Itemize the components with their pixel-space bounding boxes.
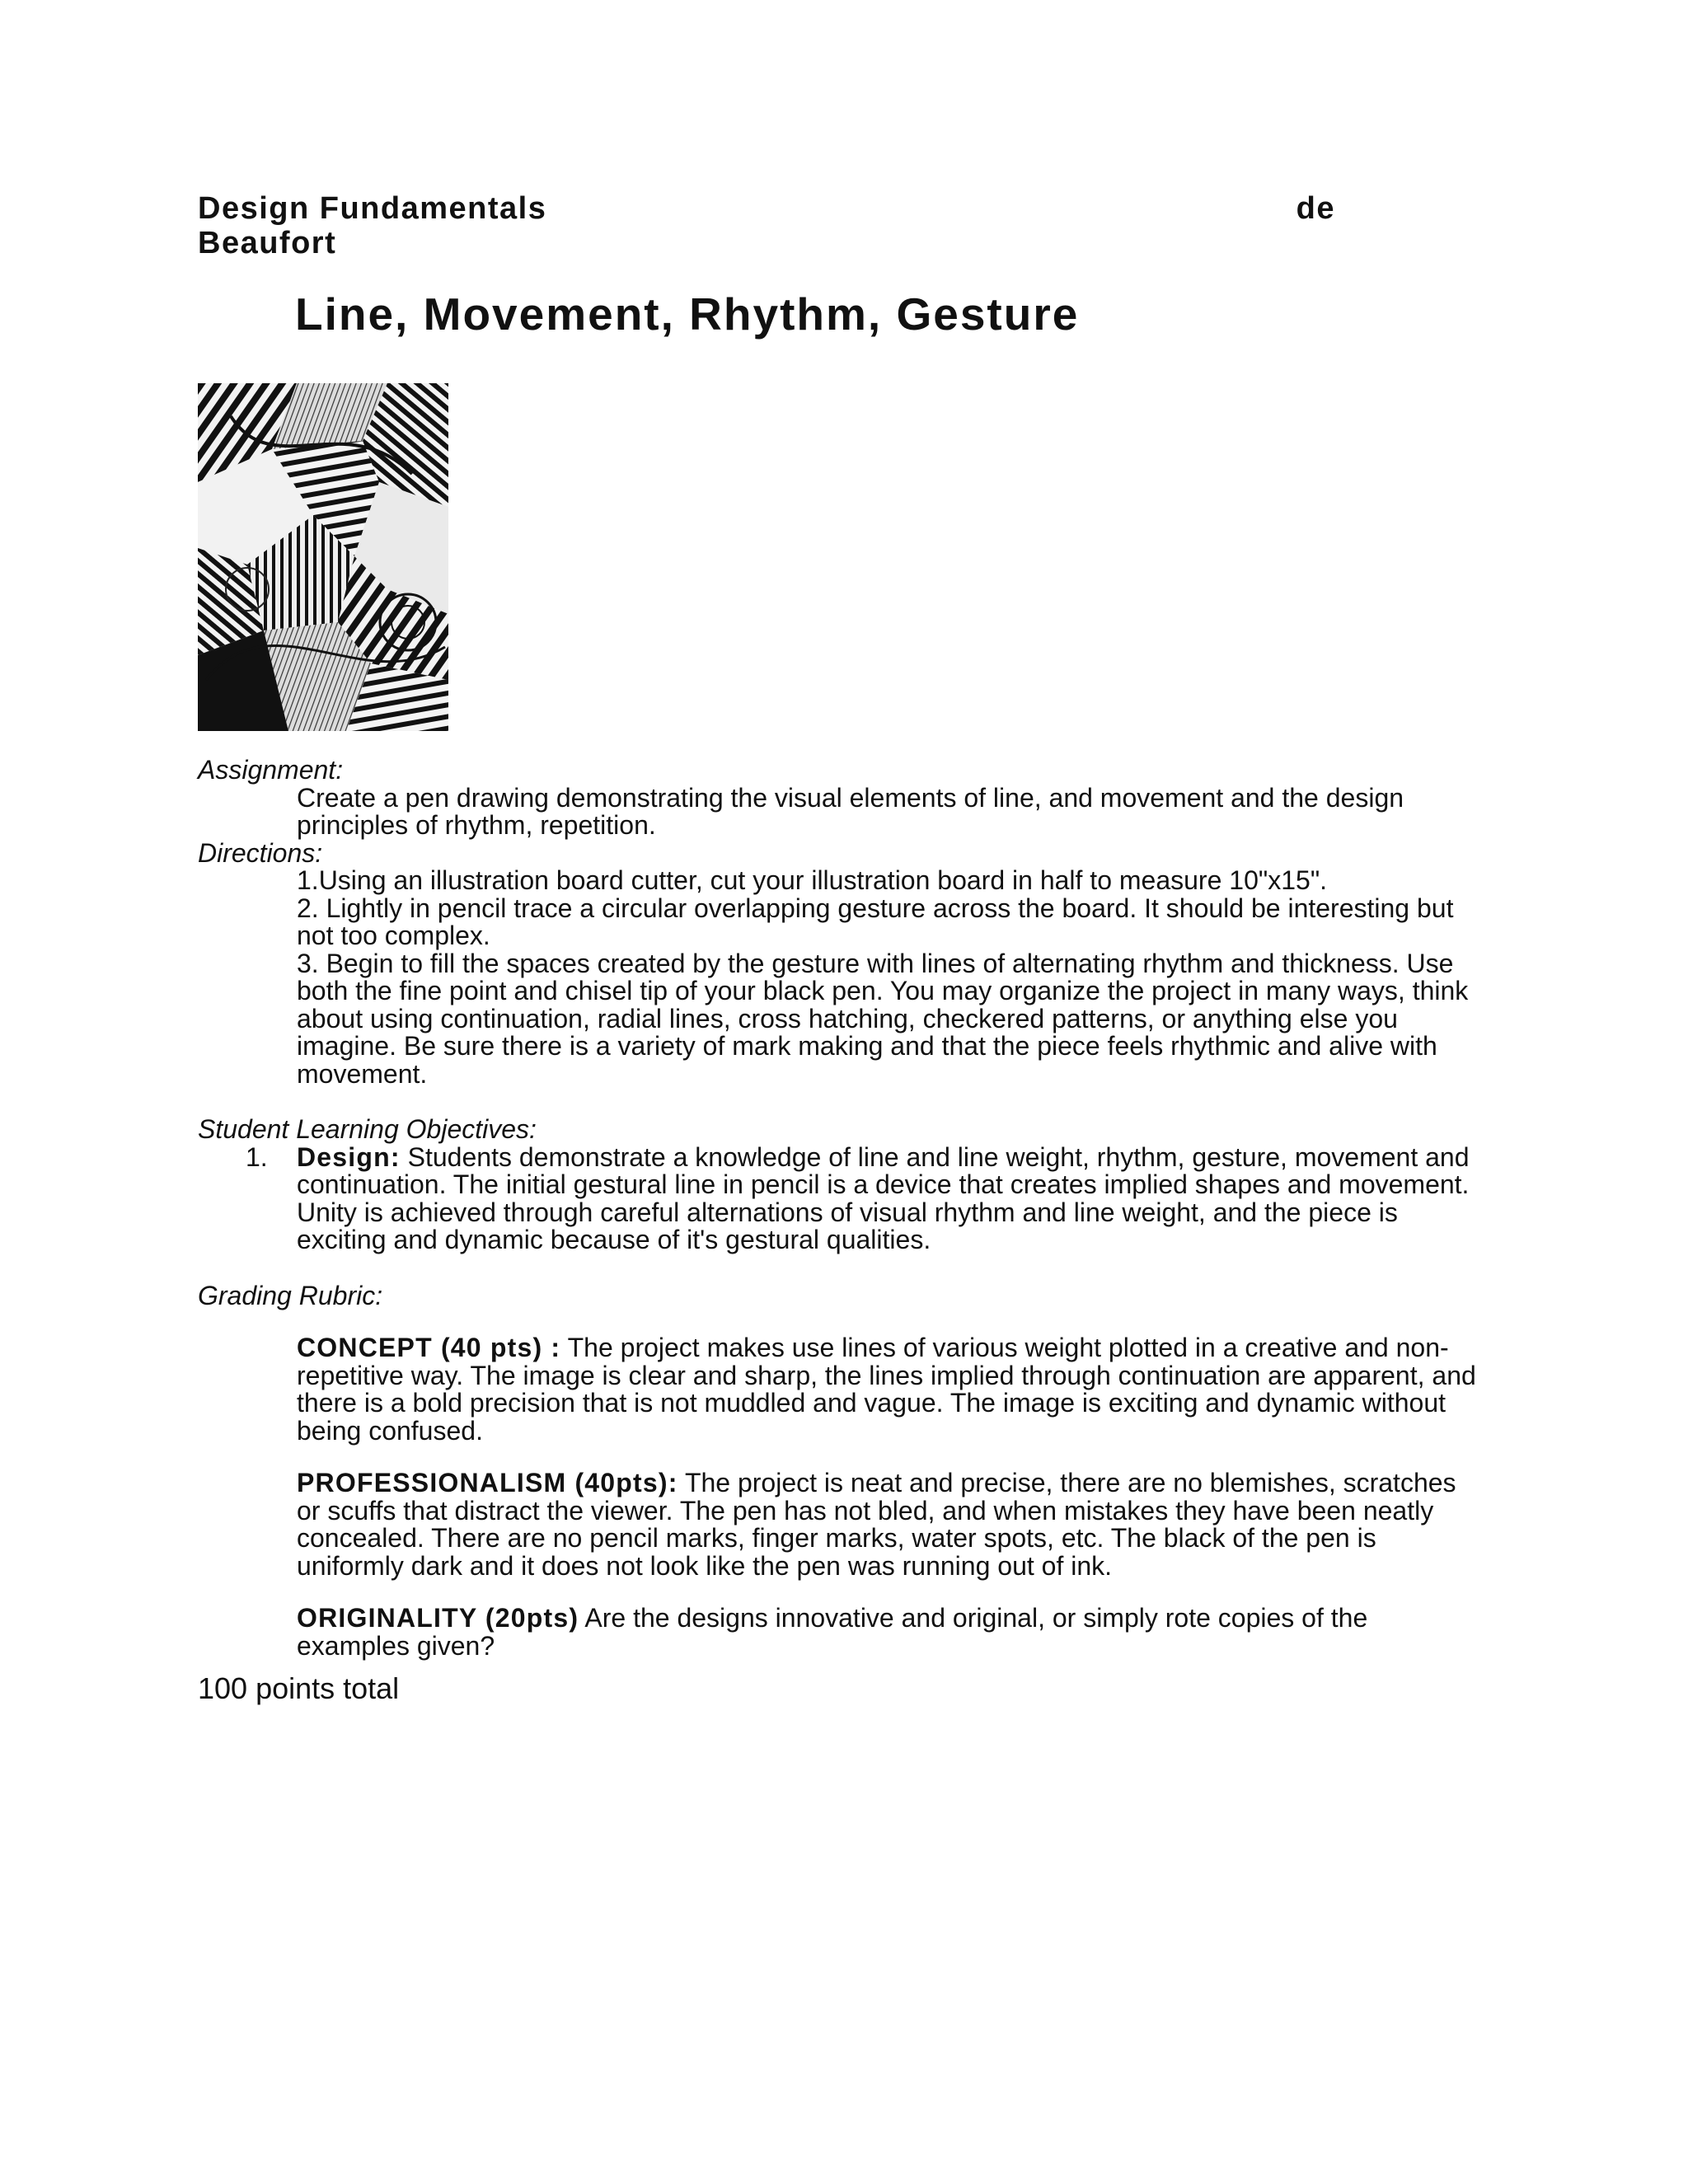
- rubric-text: The project makes use lines of various weight plotted in a creative and non-repetitive way. The image is clear and sharp, the lines implied through continuation are apparent, and there is a bold precision that is not muddled and vague. The image is exciting and dynamic without being confused.: [297, 1333, 1476, 1446]
- spacer: [198, 1445, 1484, 1469]
- points-total: 100 points total: [198, 1671, 400, 1705]
- objective-number: 1.: [246, 1141, 268, 1172]
- rubric-item-concept: [198, 1334, 1484, 1445]
- objectives-label: Student Learning Objectives:: [198, 1114, 537, 1144]
- objective-text-block: [297, 1141, 1484, 1254]
- objective-term: Design:: [297, 1141, 401, 1172]
- rubric-item-professionalism: [198, 1469, 1484, 1580]
- spacer: [198, 1088, 1484, 1116]
- rubric-label: Grading Rubric:: [198, 1280, 383, 1310]
- objective-number-cell: [198, 1141, 297, 1254]
- spacer: [198, 1310, 1484, 1334]
- instructor-prefix: de: [1296, 191, 1335, 226]
- artwork-image: [198, 383, 448, 731]
- assignment-text: Create a pen drawing demonstrating the visual elements of line, and movement and the design principles of rhythm, repetition.: [297, 782, 1404, 840]
- rubric-text: Are the designs innovative and original, or simply rote copies of the examples given?: [297, 1603, 1368, 1661]
- instructor-name: Beaufort: [198, 226, 337, 260]
- rubric-term: CONCEPT (40 pts) :: [297, 1333, 561, 1362]
- assignment-label: Assignment:: [198, 755, 344, 785]
- spacer: [198, 1254, 1484, 1282]
- artwork-pattern-icon: [198, 383, 448, 731]
- course-name: Design Fundamentals: [198, 191, 547, 226]
- rubric-term: ORIGINALITY (20pts): [297, 1603, 579, 1633]
- objective-text: Students demonstrate a knowledge of line and line weight, rhythm, gesture, movement and continuation. The initial gestural line in pencil is a device that creates implied shapes and movement. Unity is achieved through careful alternations of visual rhythm and line weight, and the piece is exciting and dynamic because of it's gestural qualities.: [297, 1141, 1470, 1254]
- directions-step: 1.Using an illustration board cutter, cut your illustration board in half to measure 10"x15".: [297, 865, 1328, 895]
- header-line: [198, 191, 1335, 226]
- spacer: [198, 1580, 1484, 1605]
- objective-item: [198, 1141, 1484, 1254]
- page-title: Line, Movement, Rhythm, Gesture: [295, 288, 1080, 340]
- rubric-item-originality: [198, 1605, 1484, 1660]
- document-header: [198, 191, 1335, 260]
- directions-step: 3. Begin to fill the spaces created by the gesture with lines of alternating rhythm and thickness. Use both the fine point and chisel tip of your black pen. You may organize the project in many ways, think about using continuation, radial lines, cross hatching, checkered patterns, or anything else you imagine. Be sure there is a variety of mark making and that the piece feels rhythmic and alive with movement.: [297, 948, 1469, 1089]
- rubric-text: The project is neat and precise, there are no blemishes, scratches or scuffs that distract the viewer. The pen has not bled, and when mistakes they have been neatly concealed. There are no pencil marks, finger marks, water spots, etc. The black of the pen is uniformly dark and it does not look like the pen was running out of ink.: [297, 1468, 1456, 1581]
- directions-step: 2. Lightly in pencil trace a circular overlapping gesture across the board. It should be interesting but not too complex.: [297, 893, 1454, 950]
- document-body: [198, 757, 1484, 1703]
- rubric-term: PROFESSIONALISM (40pts):: [297, 1468, 678, 1497]
- directions-label: Directions:: [198, 837, 323, 868]
